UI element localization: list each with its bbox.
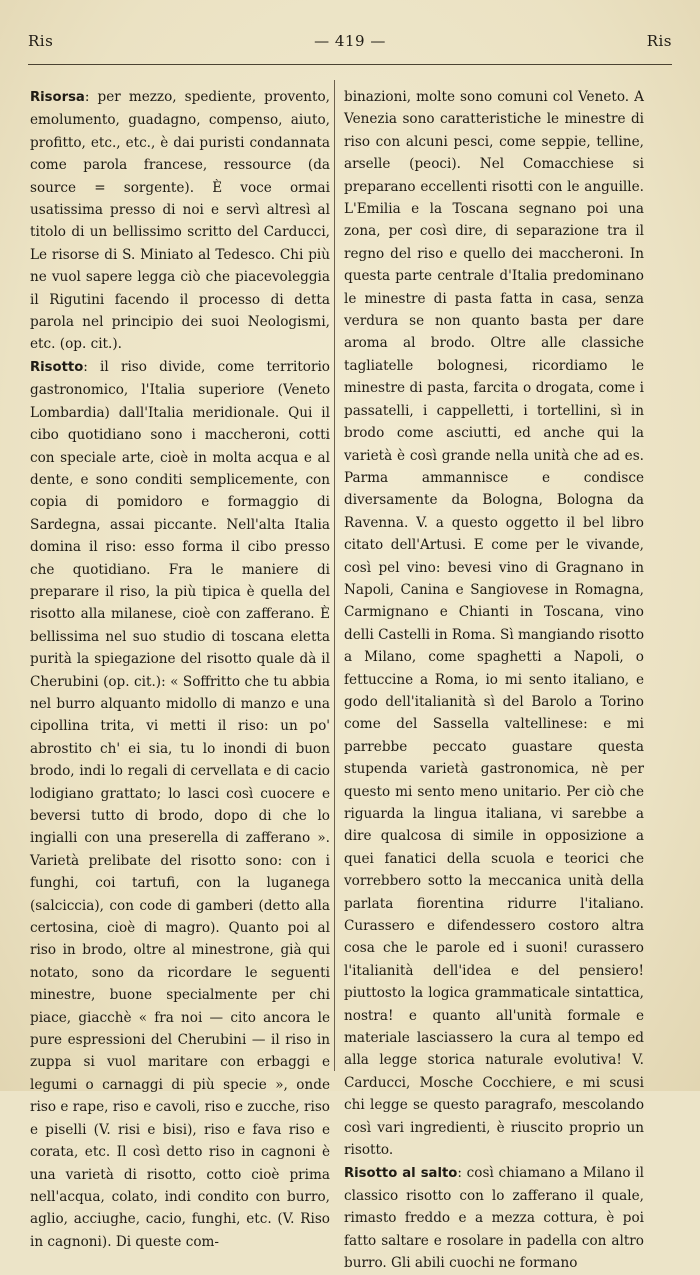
page-number: — 419 —	[314, 32, 386, 50]
entry-term: Risorsa	[30, 90, 85, 105]
header-rule	[28, 64, 672, 65]
entry-text: : il riso divide, come territorio gastronomico, l'Italia superiore (Veneto Lombardia) dall'Italia meridionale. Qui il cibo quotidiano sono i maccheroni, cotti con speciale arte, cioè in molta acqua e al dente, e sono conditi semplicemente, con copia di pomidoro e formaggio di Sardegna, assai piccante. Nell'alta Italia domina il riso: esso forma il cibo presso che quotidiano. Fra le maniere di preparare il riso, la più tipica è quella del risotto alla milanese, cioè con zafferano. È bellissima nel suo studio di toscana eletta purità la spiegazione del risotto quale dà il Cherubini (op. cit.): « Soffritto che tu abbia nel burro alquanto midollo di manzo e una cipollina trita, vi metti il riso: un po' abrostito ch' ei sia, tu lo inondi di buon brodo, indi lo regali di cervellata e di cacio lodigiano grattato; lo lasci così cuocere e beversi tutto di brodo, dopo di che lo ingialli con una preserella di zafferano ». Varietà prelibate del risotto sono: con i funghi, coi tartufi, con la luganega (salciccia), con code di gamberi (detto alla certosina, cioè di magro). Quanto poi al riso in brodo, oltre al minestrone, già qui notato, sono da ricordare le seguenti minestre, buone specialmente per chi piace, giacchè « fra noi — cito ancora le pure espressioni del Cherubini — il riso in zuppa si vuol maritare con erbaggi e legumi o carnaggi di più specie », onde riso e rape, riso e cavoli, riso e zucche, riso e piselli (V. risi e bisi), riso e fava riso e corata, etc. Il così detto riso in cagnoni è una varietà di risotto, cotto cioè prima nell'acqua, colato, indi condito con burro, aglio, acciughe, cacio, funghi, etc. (V. Riso in cagnoni). Di queste com-	[30, 358, 330, 1250]
entry-text: : per mezzo, spediente, provento, emolumento, guadagno, compenso, aiuto, profitto, etc., etc., è dai puristi condannata come parola francese, ressource (da source = sorgente). È voce ormai usatissima presso di noi e servì altresì al titolo di un bellissimo scritto del Carducci, Le risorse di S. Miniato al Tedesco. Chi più ne vuol sapere legga ciò che piacevoleggia il Rigutini facendo il processo di detta parola nel principio dei suoi Neologismi, etc. (op. cit.).	[30, 89, 330, 353]
header-left-word: Ris	[28, 32, 54, 50]
entry-risorsa	[30, 86, 330, 356]
header-right-word: Ris	[646, 32, 672, 50]
entry-text: : così chiamano a Milano il classico risotto con lo zafferano il quale, rimasto freddo e a mezza cottura, è poi fatto saltare e rosolare in padella con altro burro. Gli abili cuochi ne formano	[344, 1164, 644, 1272]
risotto-continuation: binazioni, molte sono comuni col Veneto. A Venezia sono caratteristiche le minestre di riso con alcuni pesci, come seppie, telline, arselle (peoci). Nel Comacchiese si preparano eccellenti risotti con le anguille. L'Emilia e la Toscana segnano poi una zona, per così dire, di separazione tra il regno del riso e quello dei maccheroni. In questa parte centrale d'Italia predominano le minestre di pasta fatta in casa, senza verdura se non quanto basta per dare aroma al brodo. Oltre alle classiche tagliatelle bolognesi, ricordiamo le minestre di pasta, farcita o drogata, come i passatelli, i cappelletti, i tortellini, sì in brodo come asciutti, ed anche qui la varietà è così grande nella unità che ad es. Parma ammannisce e condisce diversamente da Bologna, Bologna da Ravenna. V. a questo oggetto il bel libro citato dell'Artusi. E come per le vivande, così pel vino: bevesi vino di Gragnano in Napoli, Canina e Sangiovese in Romagna, Carmignano e Chianti in Toscana, vino delli Castelli in Roma. Sì mangiando risotto a Milano, come spaghetti a Napoli, o fettuccine a Roma, io mi sento italiano, e godo dell'italianità sì del Barolo a Torino come del Sassella valtellinese: e mi parrebbe peccato guastare questa stupenda varietà gastronomica, nè per questo mi sento meno unitario. Per ciò che riguarda la lingua italiana, vi sarebbe a dire qualcosa di simile in opposizione a quei fanatici della scuola e teorici che vorrebbero sotto la meccanica unità della parlata fiorentina ridurre l'italiano. Curassero e difendessero costoro altra cosa che le parole ed i suoni! curassero l'italianità dell'idea e del pensiero! piuttosto la logica grammaticale sintattica, nostra! e quanto all'unità formale e materiale lasciassero la cura al tempo ed alla legge storica naturale evolutiva! V. Carducci, Mosche Cocchiere, e mi scusi chi legge se questo paragrafo, mescolando così vari ingredienti, è riuscito proprio un risotto.	[344, 89, 644, 1159]
entry-risotto	[30, 356, 330, 1253]
right-column	[344, 86, 644, 1275]
entry-risotto-al-salto	[344, 1162, 644, 1275]
left-column	[30, 86, 330, 1253]
running-header	[28, 32, 672, 60]
entry-term: Risotto al salto	[344, 1165, 458, 1181]
entry-term: Risotto	[30, 359, 84, 375]
column-divider	[334, 80, 335, 1071]
